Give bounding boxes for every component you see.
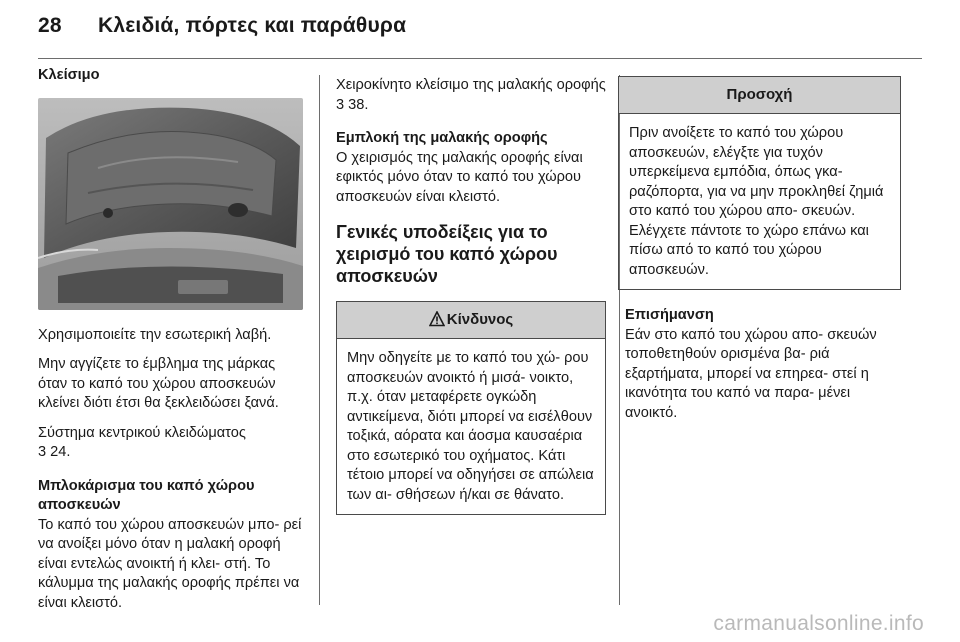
page-header (38, 14, 406, 38)
chapter-title: Κλειδιά, πόρτες και παράθυρα (98, 14, 407, 37)
closing-heading: Κλείσιμο (38, 67, 100, 83)
caution-text: Πριν ανοίξετε το καπό του χώρου αποσκευών, ελέγξτε για τυχόν υπερκείμενα εμπόδια, όπως γκα- ραζόπορτα, για να μην προκληθεί ζημιά στο καπό του χώρου απο- σκευών. Ελέγχετε πάντοτε το χώρο επάνω και πίσω από το καπό του χώρου αποσκευών. (629, 125, 884, 278)
caution-box (618, 76, 901, 290)
central-locking-ref: 3 24. (38, 444, 71, 460)
danger-text: Μην οδηγείτε με το καπό του χώ- ρου αποσκευών ανοικτό ή μισά- νοικτο, π.χ. όταν μεταφέρετε ογκώδη αντικείμενα, διότι μπορεί να εισέλθουν τοξικά, αόρατα και άοσμα καυσαέρια στο εσωτερικό του οχήματος. Κάτι τέτοιο μπορεί να οδηγήσει σε απώλεια των αι- σθήσεων ή/και σε θάνατο. (347, 350, 594, 503)
softtop-interlock-heading: Εμπλοκή της μαλακής οροφής (336, 130, 548, 146)
paragraph-softtop-interlock: Ο χειρισμός της μαλακής οροφής είναι εφικτός μόνο όταν το καπό του χώρου αποσκευών είναι κλειστό. (336, 149, 583, 205)
general-notes-heading: Γενικές υποδείξεις για το χειρισμό του καπό χώρου αποσκευών (336, 222, 558, 286)
trunk-lock-heading: Μπλοκάρισμα του καπό χώρου αποσκευών (38, 477, 255, 513)
header-rule (38, 58, 922, 59)
watermark: carmanualsonline.info (713, 612, 924, 635)
page-number: 28 (38, 14, 62, 37)
central-locking-text: Σύστημα κεντρικού κλειδώματος (38, 424, 246, 441)
trunk-interior-photo (38, 98, 303, 310)
danger-title: Κίνδυνος (446, 311, 514, 328)
caution-title: Προσοχή (619, 77, 900, 114)
column-right (617, 76, 901, 433)
paragraph-central-locking (38, 424, 306, 463)
column-divider-1 (319, 75, 320, 605)
column-middle (336, 76, 606, 515)
paragraph-inner-handle: Χρησιμοποιείτε την εσωτερική λαβή. (38, 326, 272, 343)
column-left (38, 66, 306, 623)
note-heading: Επισήμανση (625, 307, 714, 323)
note-text: Εάν στο καπό του χώρου απο- σκευών τοποθετηθούν ορισμένα βα- ριά εξαρτήματα, μπορεί να επηρεα- στεί η ικανότητα του καπό να παρα- μένει ανοικτό. (625, 326, 877, 421)
paragraph-emblem-warning: Μην αγγίζετε το έμβλημα της μάρκας όταν το καπό του χώρου αποσκευών κλείνει διότι έτσι θα ξεκλειδώσει ξανά. (38, 356, 279, 411)
danger-box (336, 301, 606, 515)
paragraph-manual-closing: Χειροκίνητο κλείσιμο της μαλακής οροφής 3 38. (336, 77, 606, 113)
danger-box-header (337, 302, 605, 339)
warning-triangle-icon (429, 305, 445, 341)
paragraph-trunk-lock: Το καπό του χώρου αποσκευών μπο- ρεί να ανοίξει μόνο όταν η μαλακή οροφή είναι εντελώς ανοικτή ή κλει- στή. Το κάλυμμα της μαλακής οροφής πρέπει να είναι κλειστό. (38, 516, 302, 611)
